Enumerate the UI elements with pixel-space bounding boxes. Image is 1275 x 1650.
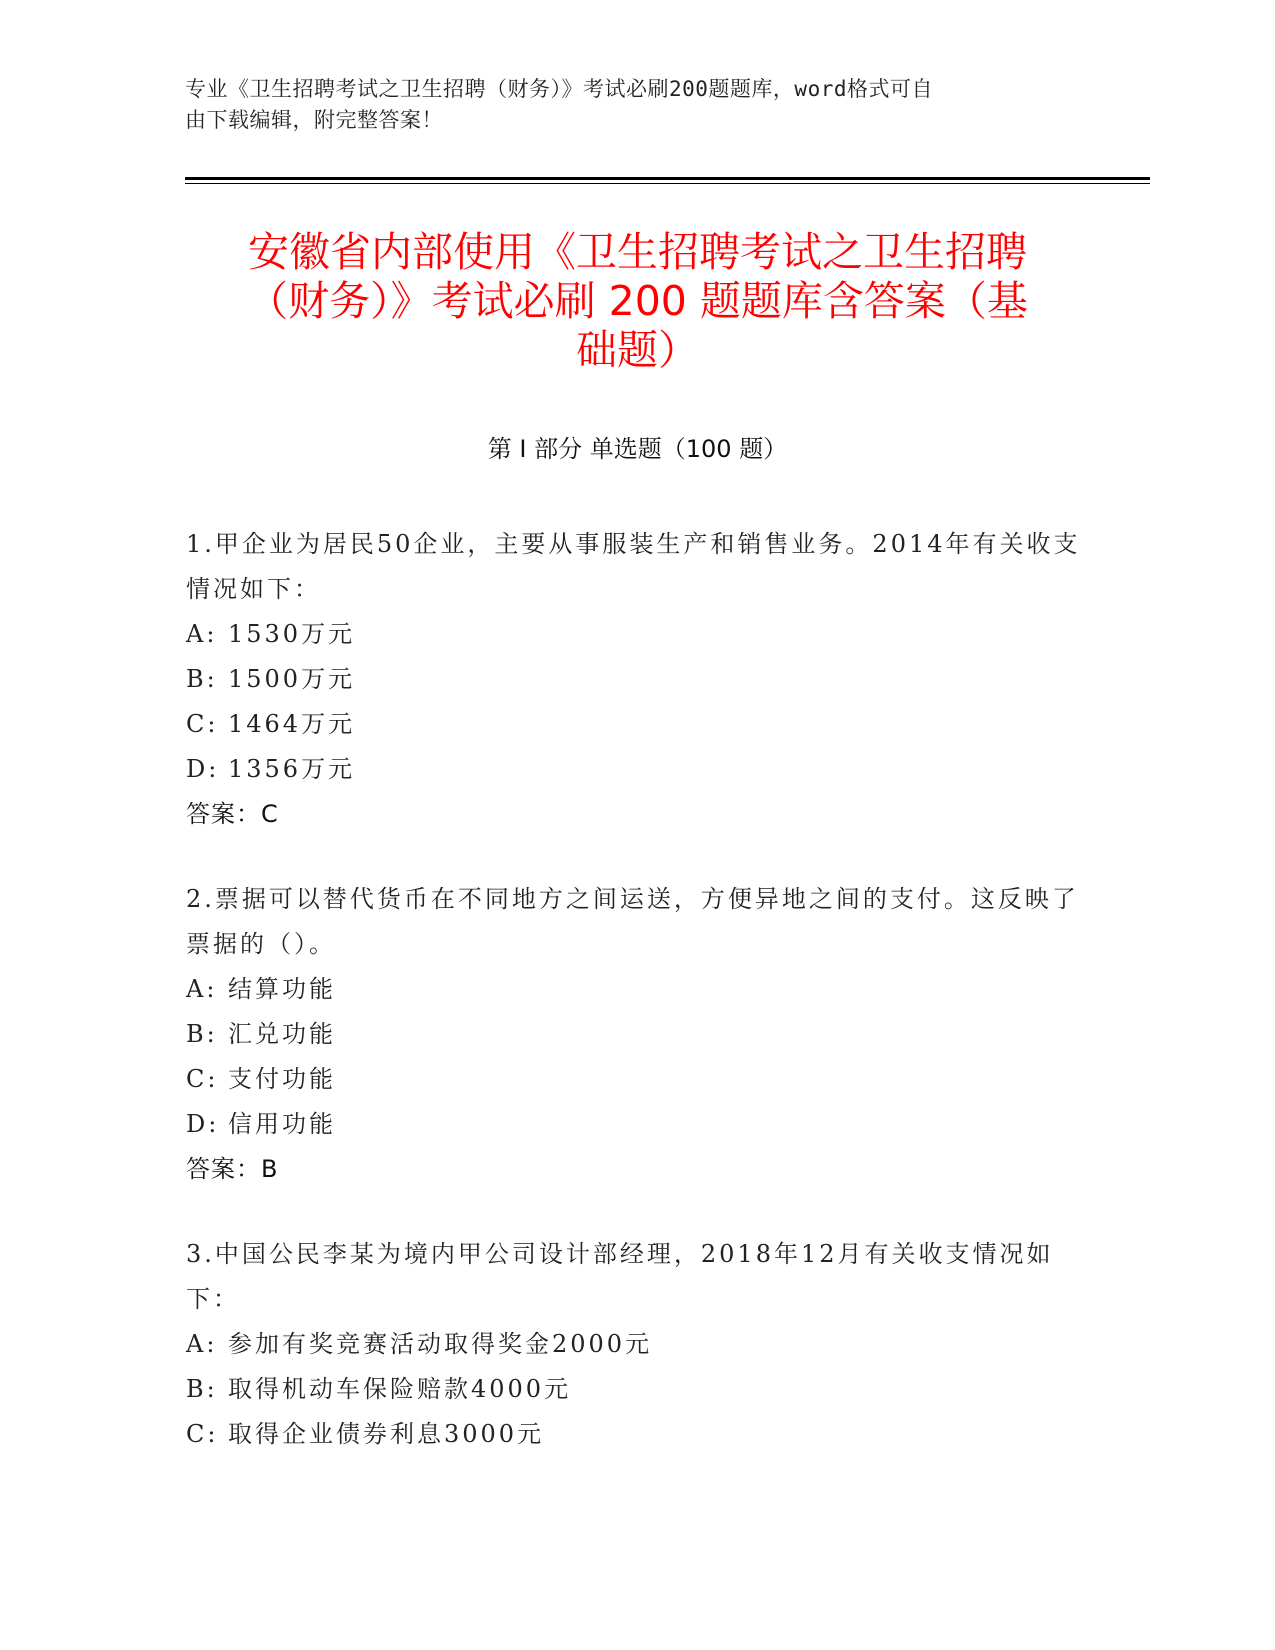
question-stem: 1.甲企业为居民50企业，主要从事服装生产和销售业务。2014年有关收支情况如下：	[186, 530, 1081, 603]
header-divider-thick	[185, 177, 1150, 180]
option-key: A:	[186, 1330, 218, 1358]
option-b	[186, 1012, 1086, 1057]
option-key: B:	[186, 1020, 218, 1048]
option-d	[186, 1102, 1086, 1147]
option-text: 取得企业债券利息3000元	[228, 1420, 545, 1448]
option-a	[186, 967, 1086, 1012]
question-stem: 3.中国公民李某为境内甲公司设计部经理，2018年12月有关收支情况如下：	[186, 1240, 1054, 1313]
option-a	[186, 612, 1086, 657]
option-c	[186, 702, 1086, 747]
section-title: 第 I 部分 单选题（100 题）	[487, 435, 788, 463]
option-key: B:	[186, 665, 218, 693]
header-note	[185, 74, 1065, 136]
question-list	[186, 522, 1086, 1497]
option-key: C:	[186, 1420, 219, 1448]
option-key: D:	[186, 755, 220, 783]
option-text: 支付功能	[228, 1065, 336, 1093]
question-3	[186, 1232, 1086, 1457]
option-key: A:	[186, 975, 218, 1003]
option-c	[186, 1412, 1086, 1457]
option-text: 1530万元	[228, 620, 356, 648]
option-key: B:	[186, 1375, 218, 1403]
option-key: D:	[186, 1110, 220, 1138]
header-divider-thin	[185, 183, 1150, 184]
option-text: 1356万元	[228, 755, 356, 783]
document-title	[185, 228, 1090, 375]
document-title-line-2: （财务）》考试必刷 200 题题库含答案（基	[247, 277, 1028, 325]
option-text: 结算功能	[228, 975, 336, 1003]
question-2	[186, 877, 1086, 1192]
option-d	[186, 747, 1086, 792]
question-stem: 2.票据可以替代货币在不同地方之间运送，方便异地之间的支付。这反映了票据的（）。	[186, 885, 1079, 958]
document-title-line-3: 础题）	[576, 326, 699, 374]
option-text: 1500万元	[228, 665, 356, 693]
answer: 答案：C	[186, 800, 279, 828]
option-a	[186, 1322, 1086, 1367]
option-key: C:	[186, 710, 219, 738]
question-1	[186, 522, 1086, 837]
option-text: 1464万元	[228, 710, 356, 738]
option-b	[186, 657, 1086, 702]
option-key: C:	[186, 1065, 219, 1093]
header-note-line-2: 由下载编辑，附完整答案！	[185, 108, 443, 132]
option-text: 信用功能	[228, 1110, 336, 1138]
option-c	[186, 1057, 1086, 1102]
document-title-line-1: 安徽省内部使用《卫生招聘考试之卫生招聘	[248, 228, 1027, 276]
header-note-line-1: 专业《卫生招聘考试之卫生招聘（财务）》考试必刷200题题库，word格式可自	[185, 77, 933, 101]
option-text: 参加有奖竞赛活动取得奖金2000元	[228, 1330, 653, 1358]
answer: 答案：B	[186, 1155, 279, 1183]
option-text: 汇兑功能	[228, 1020, 336, 1048]
option-text: 取得机动车保险赔款4000元	[228, 1375, 572, 1403]
option-b	[186, 1367, 1086, 1412]
option-key: A:	[186, 620, 218, 648]
